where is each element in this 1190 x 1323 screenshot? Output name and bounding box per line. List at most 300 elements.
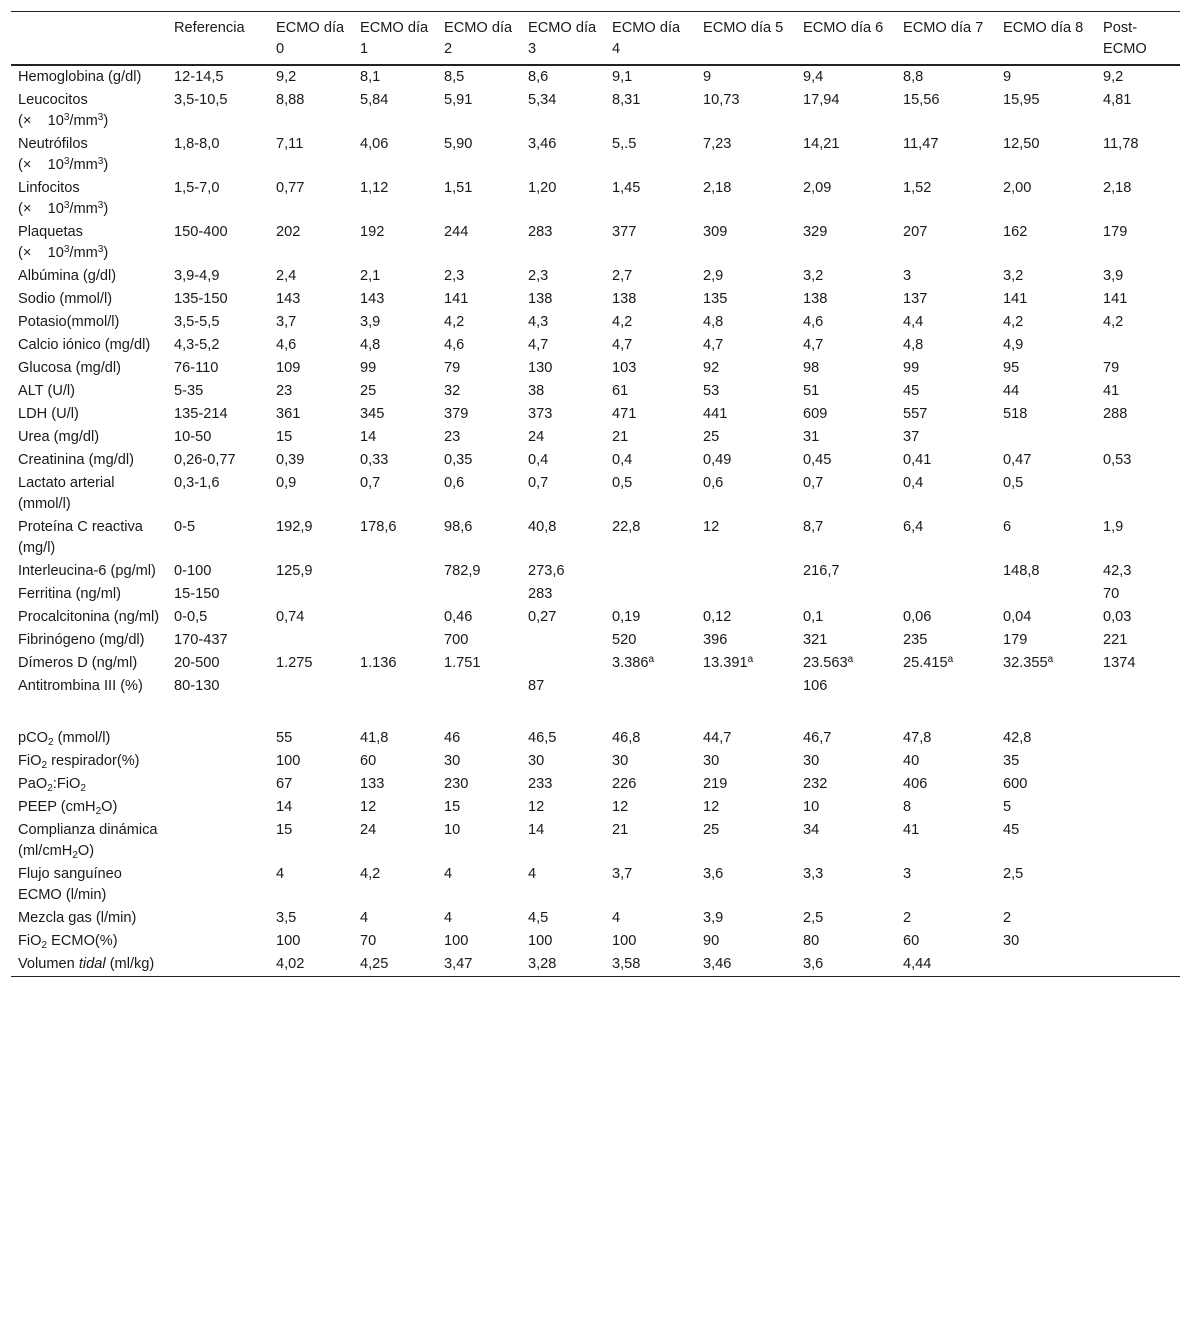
value-cell: 4,7 [703, 337, 724, 353]
value-cell [1096, 698, 1180, 727]
value-cell [1096, 472, 1180, 516]
table-row [11, 796, 1180, 819]
row-label: Mezcla gas (l/min) [18, 910, 137, 926]
row-label: Sodio (mmol/l) [18, 291, 113, 307]
table-row [11, 907, 1180, 930]
table-row [11, 472, 1180, 516]
value-cell: 4,4 [903, 314, 924, 330]
row-label: Glucosa (mg/dl) [18, 360, 121, 376]
value-cell: 15,95 [1003, 92, 1040, 108]
value-cell: 4,3 [528, 314, 549, 330]
value-cell: 0,12 [703, 609, 732, 625]
value-cell: 138 [803, 291, 828, 307]
table-row [11, 177, 1180, 221]
reference-cell: 0,26-0,77 [174, 452, 236, 468]
value-cell: 14,21 [803, 136, 840, 152]
row-label: Plaquetas (× $10^3/mm^3$) [18, 224, 109, 261]
reference-cell [167, 698, 269, 727]
value-cell [996, 698, 1096, 727]
value-cell [605, 675, 696, 698]
value-cell: 0,74 [276, 609, 305, 625]
value-cell: 1,9 [1103, 519, 1124, 535]
value-cell: 2,9 [703, 268, 724, 284]
value-cell [796, 698, 896, 727]
value-cell: 2 [1003, 910, 1012, 926]
value-cell: 219 [703, 776, 728, 792]
value-cell: 100 [276, 753, 301, 769]
value-cell: 70 [1103, 586, 1120, 602]
value-cell: 0,47 [1003, 452, 1032, 468]
value-cell: 45 [1003, 822, 1020, 838]
value-cell: 4,2 [612, 314, 633, 330]
value-cell: 138 [528, 291, 553, 307]
value-cell: 137 [903, 291, 928, 307]
value-cell [996, 675, 1096, 698]
value-cell: 273,6 [528, 563, 565, 579]
value-cell: 13.391$^a$ [703, 654, 754, 671]
reference-cell: 0-0,5 [174, 609, 208, 625]
row-label: Volumen tidal (ml/kg) [18, 956, 155, 972]
row-label: Antitrombina III (%) [18, 678, 143, 694]
value-cell: 288 [1103, 406, 1128, 422]
row-label: LDH (U/l) [18, 406, 79, 422]
value-cell: 3,6 [803, 956, 824, 972]
value-cell: 14 [360, 429, 377, 445]
value-cell: 30 [528, 753, 545, 769]
value-cell: 9 [703, 69, 712, 85]
row-label: Ferritina (ng/ml) [18, 586, 121, 602]
value-cell [996, 426, 1096, 449]
reference-cell [167, 953, 269, 977]
value-cell [996, 583, 1096, 606]
value-cell: 5,34 [528, 92, 557, 108]
value-cell: 4,8 [903, 337, 924, 353]
value-cell: 4 [444, 866, 453, 882]
value-cell: 4,2 [444, 314, 465, 330]
value-cell: 379 [444, 406, 469, 422]
value-cell [353, 583, 437, 606]
value-cell: 4,25 [360, 956, 389, 972]
value-cell: 2,09 [803, 180, 832, 196]
reference-cell [167, 907, 269, 930]
value-cell: 1374 [1103, 655, 1136, 671]
value-cell: 135 [703, 291, 728, 307]
value-cell: 15 [444, 799, 461, 815]
column-header: ECMO día 8 [1003, 20, 1084, 36]
value-cell: 53 [703, 383, 720, 399]
value-cell [1096, 750, 1180, 773]
value-cell: 30 [703, 753, 720, 769]
value-cell: 41 [1103, 383, 1120, 399]
table-row [11, 65, 1180, 89]
value-cell: 11,47 [903, 136, 939, 152]
reference-cell: 5-35 [174, 383, 204, 399]
value-cell: 35 [1003, 753, 1020, 769]
value-cell: 30 [444, 753, 461, 769]
value-cell [269, 583, 353, 606]
value-cell: 143 [276, 291, 301, 307]
value-cell: 38 [528, 383, 545, 399]
value-cell: 133 [360, 776, 385, 792]
row-label: Leucocitos (× $10^3/mm^3$) [18, 92, 109, 129]
value-cell: 373 [528, 406, 553, 422]
value-cell: 600 [1003, 776, 1028, 792]
value-cell: 41 [903, 822, 920, 838]
value-cell [353, 629, 437, 652]
value-cell [353, 675, 437, 698]
table-row [11, 311, 1180, 334]
row-label: Calcio iónico (mg/dl) [18, 337, 151, 353]
value-cell [605, 698, 696, 727]
value-cell: 79 [444, 360, 461, 376]
value-cell: 2,5 [803, 910, 824, 926]
column-header: ECMO día 2 [444, 20, 513, 57]
value-cell: 0,7 [803, 475, 824, 491]
value-cell: 0,4 [612, 452, 633, 468]
value-cell: 100 [612, 933, 637, 949]
value-cell: 4,5 [528, 910, 549, 926]
value-cell: 1,20 [528, 180, 557, 196]
value-cell: 12 [528, 799, 545, 815]
value-cell: 60 [903, 933, 920, 949]
table-row [11, 727, 1180, 750]
value-cell: 4,8 [360, 337, 381, 353]
value-cell: 5,84 [360, 92, 389, 108]
value-cell: 233 [528, 776, 553, 792]
value-cell: 0,6 [444, 475, 465, 491]
value-cell: 4,06 [360, 136, 389, 152]
column-header: ECMO día 3 [528, 20, 597, 57]
value-cell: 5,90 [444, 136, 473, 152]
value-cell: 2,18 [703, 180, 732, 196]
value-cell: 100 [528, 933, 553, 949]
value-cell: 0,7 [360, 475, 381, 491]
row-label [11, 698, 167, 727]
table-spacer-row [11, 698, 1180, 727]
value-cell [521, 629, 605, 652]
table-row [11, 265, 1180, 288]
value-cell [353, 606, 437, 629]
value-cell: 130 [528, 360, 553, 376]
value-cell: 25.415$^a$ [903, 654, 954, 671]
value-cell [1096, 819, 1180, 863]
reference-cell: 20-500 [174, 655, 220, 671]
value-cell: 0,19 [612, 609, 641, 625]
value-cell [1096, 796, 1180, 819]
value-cell: 8,7 [803, 519, 824, 535]
column-header: ECMO día 7 [903, 20, 984, 36]
value-cell: 60 [360, 753, 377, 769]
table-row [11, 334, 1180, 357]
value-cell: 3.386$^a$ [612, 654, 655, 671]
value-cell: 557 [903, 406, 928, 422]
value-cell: 8,1 [360, 69, 381, 85]
lab-values-table-container [11, 11, 1180, 977]
value-cell: 0,5 [1003, 475, 1024, 491]
value-cell: 329 [803, 224, 828, 240]
value-cell: 2,3 [528, 268, 549, 284]
value-cell: 406 [903, 776, 928, 792]
value-cell: 9,1 [612, 69, 633, 85]
row-label: Potasio(mmol/l) [18, 314, 120, 330]
value-cell: 244 [444, 224, 469, 240]
value-cell: 3,46 [703, 956, 732, 972]
value-cell: 3,2 [803, 268, 824, 284]
value-cell: 2,7 [612, 268, 633, 284]
row-label: PEEP (cmH$_2$O) [18, 799, 118, 817]
value-cell: 141 [444, 291, 469, 307]
value-cell: 46,8 [612, 730, 641, 746]
value-cell: 40,8 [528, 519, 557, 535]
value-cell: 14 [528, 822, 545, 838]
value-cell: 4,6 [803, 314, 824, 330]
value-cell [896, 675, 996, 698]
value-cell: 2,4 [276, 268, 297, 284]
table-row [11, 953, 1180, 977]
column-header: Post-ECMO [1103, 20, 1147, 57]
row-label: Lactato arterial (mmol/l) [18, 475, 115, 512]
value-cell: 309 [703, 224, 728, 240]
value-cell: 141 [1103, 291, 1128, 307]
value-cell: 0,9 [276, 475, 297, 491]
value-cell: 23 [444, 429, 461, 445]
table-row [11, 449, 1180, 472]
value-cell: 207 [903, 224, 928, 240]
value-cell: 321 [803, 632, 828, 648]
value-cell: 25 [703, 429, 720, 445]
value-cell [1096, 907, 1180, 930]
column-header: ECMO día 5 [703, 20, 784, 36]
value-cell [521, 698, 605, 727]
value-cell: 92 [703, 360, 720, 376]
value-cell: 396 [703, 632, 728, 648]
value-cell: 100 [444, 933, 469, 949]
value-cell: 4,7 [528, 337, 549, 353]
row-label: Flujo sanguíneo ECMO (l/min) [18, 866, 122, 903]
value-cell: 32.355$^a$ [1003, 654, 1054, 671]
value-cell: 0,4 [528, 452, 549, 468]
value-cell: 24 [528, 429, 545, 445]
table-row [11, 750, 1180, 773]
value-cell: 51 [803, 383, 820, 399]
value-cell: 12 [612, 799, 629, 815]
table-row [11, 773, 1180, 796]
reference-cell: 0-100 [174, 563, 212, 579]
column-header: ECMO día 4 [612, 20, 681, 57]
value-cell [605, 560, 696, 583]
row-label: Neutrófilos (× $10^3/mm^3$) [18, 136, 109, 173]
reference-cell: 15-150 [174, 586, 220, 602]
value-cell: 4 [360, 910, 369, 926]
reference-cell [167, 819, 269, 863]
value-cell: 23.563$^a$ [803, 654, 854, 671]
value-cell: 4,6 [444, 337, 465, 353]
value-cell: 192,9 [276, 519, 313, 535]
value-cell: 23 [276, 383, 293, 399]
value-cell [696, 560, 796, 583]
value-cell: 441 [703, 406, 728, 422]
value-cell: 15 [276, 822, 293, 838]
value-cell: 3,58 [612, 956, 641, 972]
column-header: Referencia [174, 20, 245, 36]
value-cell: 25 [703, 822, 720, 838]
value-cell [696, 583, 796, 606]
value-cell: 9,2 [1103, 69, 1124, 85]
value-cell: 0,53 [1103, 452, 1132, 468]
value-cell: 3,3 [803, 866, 824, 882]
value-cell [1096, 426, 1180, 449]
value-cell: 0,33 [360, 452, 389, 468]
table-row [11, 675, 1180, 698]
value-cell: 4 [444, 910, 453, 926]
column-header: ECMO día 0 [276, 20, 345, 57]
value-cell: 4,7 [803, 337, 824, 353]
value-cell: 2,5 [1003, 866, 1024, 882]
row-label: Albúmina (g/dl) [18, 268, 117, 284]
reference-cell: 3,5-10,5 [174, 92, 228, 108]
value-cell: 2,3 [444, 268, 465, 284]
value-cell: 2 [903, 910, 912, 926]
value-cell: 4,2 [1103, 314, 1124, 330]
value-cell: 235 [903, 632, 928, 648]
table-row [11, 629, 1180, 652]
value-cell: 7,11 [276, 136, 304, 152]
value-cell: 8,88 [276, 92, 305, 108]
row-label: Creatinina (mg/dl) [18, 452, 134, 468]
value-cell: 3,2 [1003, 268, 1024, 284]
value-cell: 4 [276, 866, 285, 882]
value-cell [896, 698, 996, 727]
value-cell [269, 675, 353, 698]
value-cell: 24 [360, 822, 377, 838]
value-cell: 609 [803, 406, 828, 422]
table-row [11, 652, 1180, 675]
value-cell: 9 [1003, 69, 1012, 85]
value-cell: 361 [276, 406, 301, 422]
value-cell: 782,9 [444, 563, 481, 579]
value-cell [1096, 863, 1180, 907]
value-cell: 46,5 [528, 730, 557, 746]
value-cell: 232 [803, 776, 828, 792]
table-row [11, 403, 1180, 426]
value-cell: 98,6 [444, 519, 473, 535]
value-cell: 345 [360, 406, 385, 422]
value-cell: 70 [360, 933, 377, 949]
table-row [11, 560, 1180, 583]
value-cell: 0,5 [612, 475, 633, 491]
value-cell: 45 [903, 383, 920, 399]
value-cell: 0,04 [1003, 609, 1032, 625]
value-cell: 2,18 [1103, 180, 1132, 196]
value-cell: 0,06 [903, 609, 932, 625]
value-cell: 3,6 [703, 866, 724, 882]
value-cell: 100 [276, 933, 301, 949]
value-cell: 79 [1103, 360, 1120, 376]
reference-cell: 3,5-5,5 [174, 314, 220, 330]
row-label: Interleucina-6 (pg/ml) [18, 563, 156, 579]
reference-cell: 76-110 [174, 360, 219, 376]
value-cell: 87 [528, 678, 545, 694]
column-header: ECMO día 1 [360, 20, 429, 57]
value-cell: 9,4 [803, 69, 824, 85]
value-cell: 37 [903, 429, 920, 445]
value-cell: 99 [360, 360, 377, 376]
value-cell [353, 698, 437, 727]
value-cell: 226 [612, 776, 637, 792]
value-cell: 518 [1003, 406, 1028, 422]
row-label: FiO$_2$ respirador(%) [18, 753, 140, 771]
value-cell: 30 [612, 753, 629, 769]
value-cell: 109 [276, 360, 301, 376]
reference-cell: 1,8-8,0 [174, 136, 220, 152]
value-cell: 6,4 [903, 519, 924, 535]
reference-cell: 80-130 [174, 678, 220, 694]
value-cell: 141 [1003, 291, 1028, 307]
row-label: Complianza dinámica (ml/cmH$_2$O) [18, 822, 158, 861]
value-cell: 32 [444, 383, 461, 399]
value-cell: 46 [444, 730, 461, 746]
value-cell [353, 560, 437, 583]
value-cell: 3,9 [1103, 268, 1124, 284]
value-cell: 41,8 [360, 730, 389, 746]
table-row [11, 357, 1180, 380]
value-cell: 55 [276, 730, 293, 746]
value-cell [437, 698, 521, 727]
value-cell: 1,51 [444, 180, 473, 196]
reference-cell [167, 796, 269, 819]
value-cell: 4,81 [1103, 92, 1132, 108]
value-cell [796, 583, 896, 606]
value-cell: 14 [276, 799, 293, 815]
value-cell: 283 [528, 224, 553, 240]
value-cell: 8,8 [903, 69, 924, 85]
value-cell: 22,8 [612, 519, 641, 535]
row-label: Hemoglobina (g/dl) [18, 69, 142, 85]
value-cell: 10,73 [703, 92, 740, 108]
value-cell [1096, 334, 1180, 357]
value-cell: 8,6 [528, 69, 549, 85]
value-cell: 3,5 [276, 910, 297, 926]
value-cell: 178,6 [360, 519, 397, 535]
value-cell: 7,23 [703, 136, 732, 152]
table-row [11, 288, 1180, 311]
value-cell: 46,7 [803, 730, 832, 746]
value-cell: 283 [528, 586, 553, 602]
value-cell [1096, 675, 1180, 698]
value-cell: 8 [903, 799, 912, 815]
reference-cell [167, 930, 269, 953]
value-cell: 30 [1003, 933, 1020, 949]
value-cell: 1.275 [276, 655, 313, 671]
value-cell: 0,27 [528, 609, 557, 625]
value-cell: 4 [612, 910, 621, 926]
table-row [11, 606, 1180, 629]
value-cell [996, 953, 1096, 977]
value-cell: 9,2 [276, 69, 297, 85]
value-cell: 3,9 [703, 910, 724, 926]
row-label: Linfocitos (× $10^3/mm^3$) [18, 180, 109, 217]
value-cell: 5,.5 [612, 136, 637, 152]
row-label: Dímeros D (ng/ml) [18, 655, 138, 671]
reference-cell [167, 750, 269, 773]
reference-cell [167, 863, 269, 907]
value-cell: 0,46 [444, 609, 473, 625]
value-cell: 2,00 [1003, 180, 1032, 196]
reference-cell: 10-50 [174, 429, 212, 445]
value-cell: 21 [612, 429, 629, 445]
value-cell: 4 [528, 866, 537, 882]
value-cell: 5,91 [444, 92, 473, 108]
